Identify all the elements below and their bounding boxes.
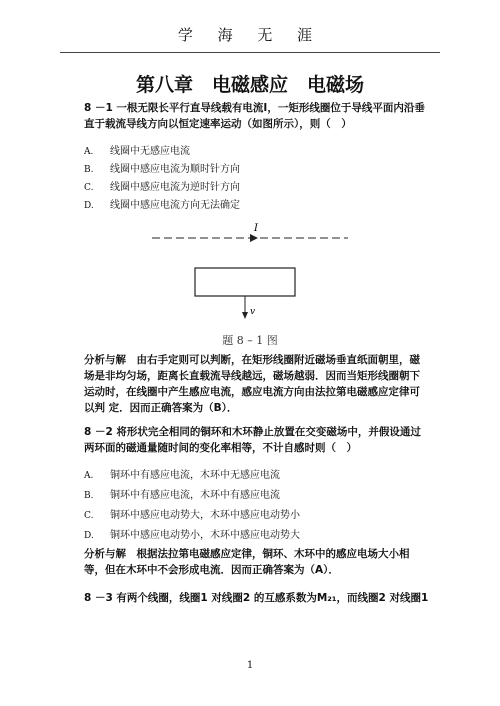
option-key: D. (84, 531, 94, 541)
rectangular-coil (195, 268, 295, 296)
page-header: 学 海 无 涯 (177, 26, 323, 44)
option-text: 铜环中感应电动势大，木环中感应电动势小 (110, 510, 300, 521)
option-text: 线圈中感应电流为逆时针方向 (110, 182, 240, 193)
question-8-3: 8 －3 有两个线圈，线圈1 对线圈2 的互感系数为M₂₁，而线圈2 对线圈1 (84, 592, 429, 604)
option-text: 铜环中有感应电流，木环中无感应电流 (110, 470, 280, 481)
current-arrow-icon (250, 234, 258, 242)
q2-option-c (84, 506, 300, 521)
option-text: 线圈中感应电流方向无法确定 (110, 200, 240, 211)
option-key: D. (84, 201, 94, 211)
velocity-label: v (250, 307, 256, 317)
option-key: A. (84, 471, 94, 481)
question-8-2: 8 －2 将形状完全相同的铜环和木环静止放置在交变磁场中，并假设通过 两环面的磁通量随时间的变化率相等，不计自感时则（ ） (84, 426, 421, 454)
figure-caption: 题 8 – 1 图 (222, 334, 278, 347)
q2-option-b (84, 486, 280, 501)
question-8-1: 8 －1 一根无限长平行直导线载有电流I，一矩形线圈位于导线平面内沿垂 直于载流导线方向以恒定速率运动（如图所示），则（ ） (84, 102, 425, 130)
answer-8-1: 分析与解 由右手定则可以判断，在矩形线圈附近磁场垂直纸面朝里，磁场是非均匀场，距离长直载流导线越远，磁场越弱．因而当矩形线圈朝下运动时，在线圈中产生感应电流，感应电流方向由法拉第电磁感应定律可以判 定．因而正确答案为（B）． (84, 354, 420, 414)
option-key: C. (84, 183, 94, 193)
option-text: 线圈中感应电流为顺时针方向 (110, 164, 240, 175)
header-rule (60, 52, 440, 53)
option-key: B. (84, 491, 94, 501)
page-number: 1 (246, 660, 254, 671)
q2-option-d (84, 526, 300, 541)
q1-option-c (84, 178, 240, 193)
option-key: C. (84, 511, 94, 521)
option-text: 铜环中有感应电流，木环中有感应电流 (110, 490, 280, 501)
chapter-title: 第八章 电磁感应 电磁场 (135, 74, 364, 96)
option-key: B. (84, 165, 94, 175)
option-text: 铜环中感应电动势小，木环中感应电动势大 (110, 530, 300, 541)
q2-option-a (84, 466, 280, 481)
q1-option-d (84, 196, 240, 211)
q1-option-b (84, 160, 240, 175)
answer-8-2: 分析与解 根据法拉第电磁感应定律，铜环、木环中的感应电场大小相等，但在木环中不会形成电流．因而正确答案为（A）． (84, 548, 410, 576)
option-key: A. (84, 147, 94, 157)
option-text: 线圈中无感应电流 (110, 146, 190, 157)
q1-option-a (84, 142, 190, 157)
current-label: I (254, 223, 258, 234)
velocity-arrow-icon (242, 312, 248, 319)
figure-8-1 (150, 218, 350, 323)
